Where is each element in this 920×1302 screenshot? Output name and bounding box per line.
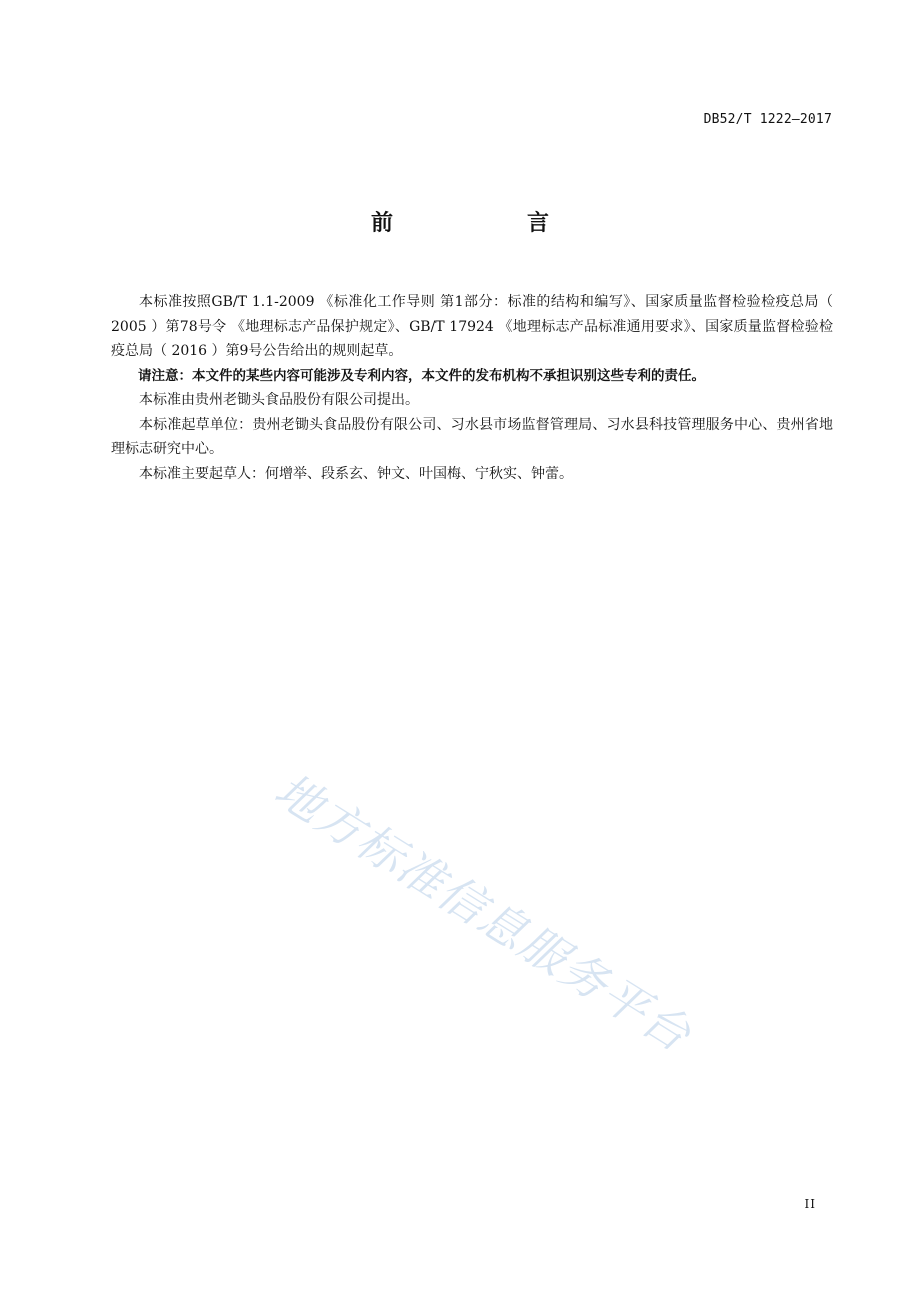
page-number: II (804, 1197, 816, 1211)
paragraph-drafting-rules: 本标准按照GB/T 1.1-2009 《标准化工作导则 第1部分：标准的结构和编写》、国家质量监督检验检疫总局（ 2005 ）第78号令 《地理标志产品保护规定》、GB/T 17924 《地理标志产品标准通用要求》、国家质量监督检验检疫总局（ 2016 ）第9号公告给出的规则起草。 (111, 294, 833, 359)
page-title: 前 言 (370, 211, 605, 236)
paragraph-proposer: 本标准由贵州老锄头食品股份有限公司提出。 (139, 392, 419, 408)
paragraph-patent-notice: 请注意：本文件的某些内容可能涉及专利内容，本文件的发布机构不承担识别这些专利的责任。 (138, 367, 705, 384)
paragraph-drafters: 本标准主要起草人：何增举、段系玄、钟文、叶国梅、宁秋实、钟蕾。 (139, 465, 573, 482)
watermark: 地方标准信息服务平台 (265, 762, 702, 1063)
standard-code: DB52/T 1222—2017 (703, 112, 832, 127)
foreword-body (111, 290, 833, 486)
paragraph-drafting-units: 本标准起草单位：贵州老锄头食品股份有限公司、习水县市场监督管理局、习水县科技管理服务中心、贵州省地理标志研究中心。 (111, 416, 833, 457)
